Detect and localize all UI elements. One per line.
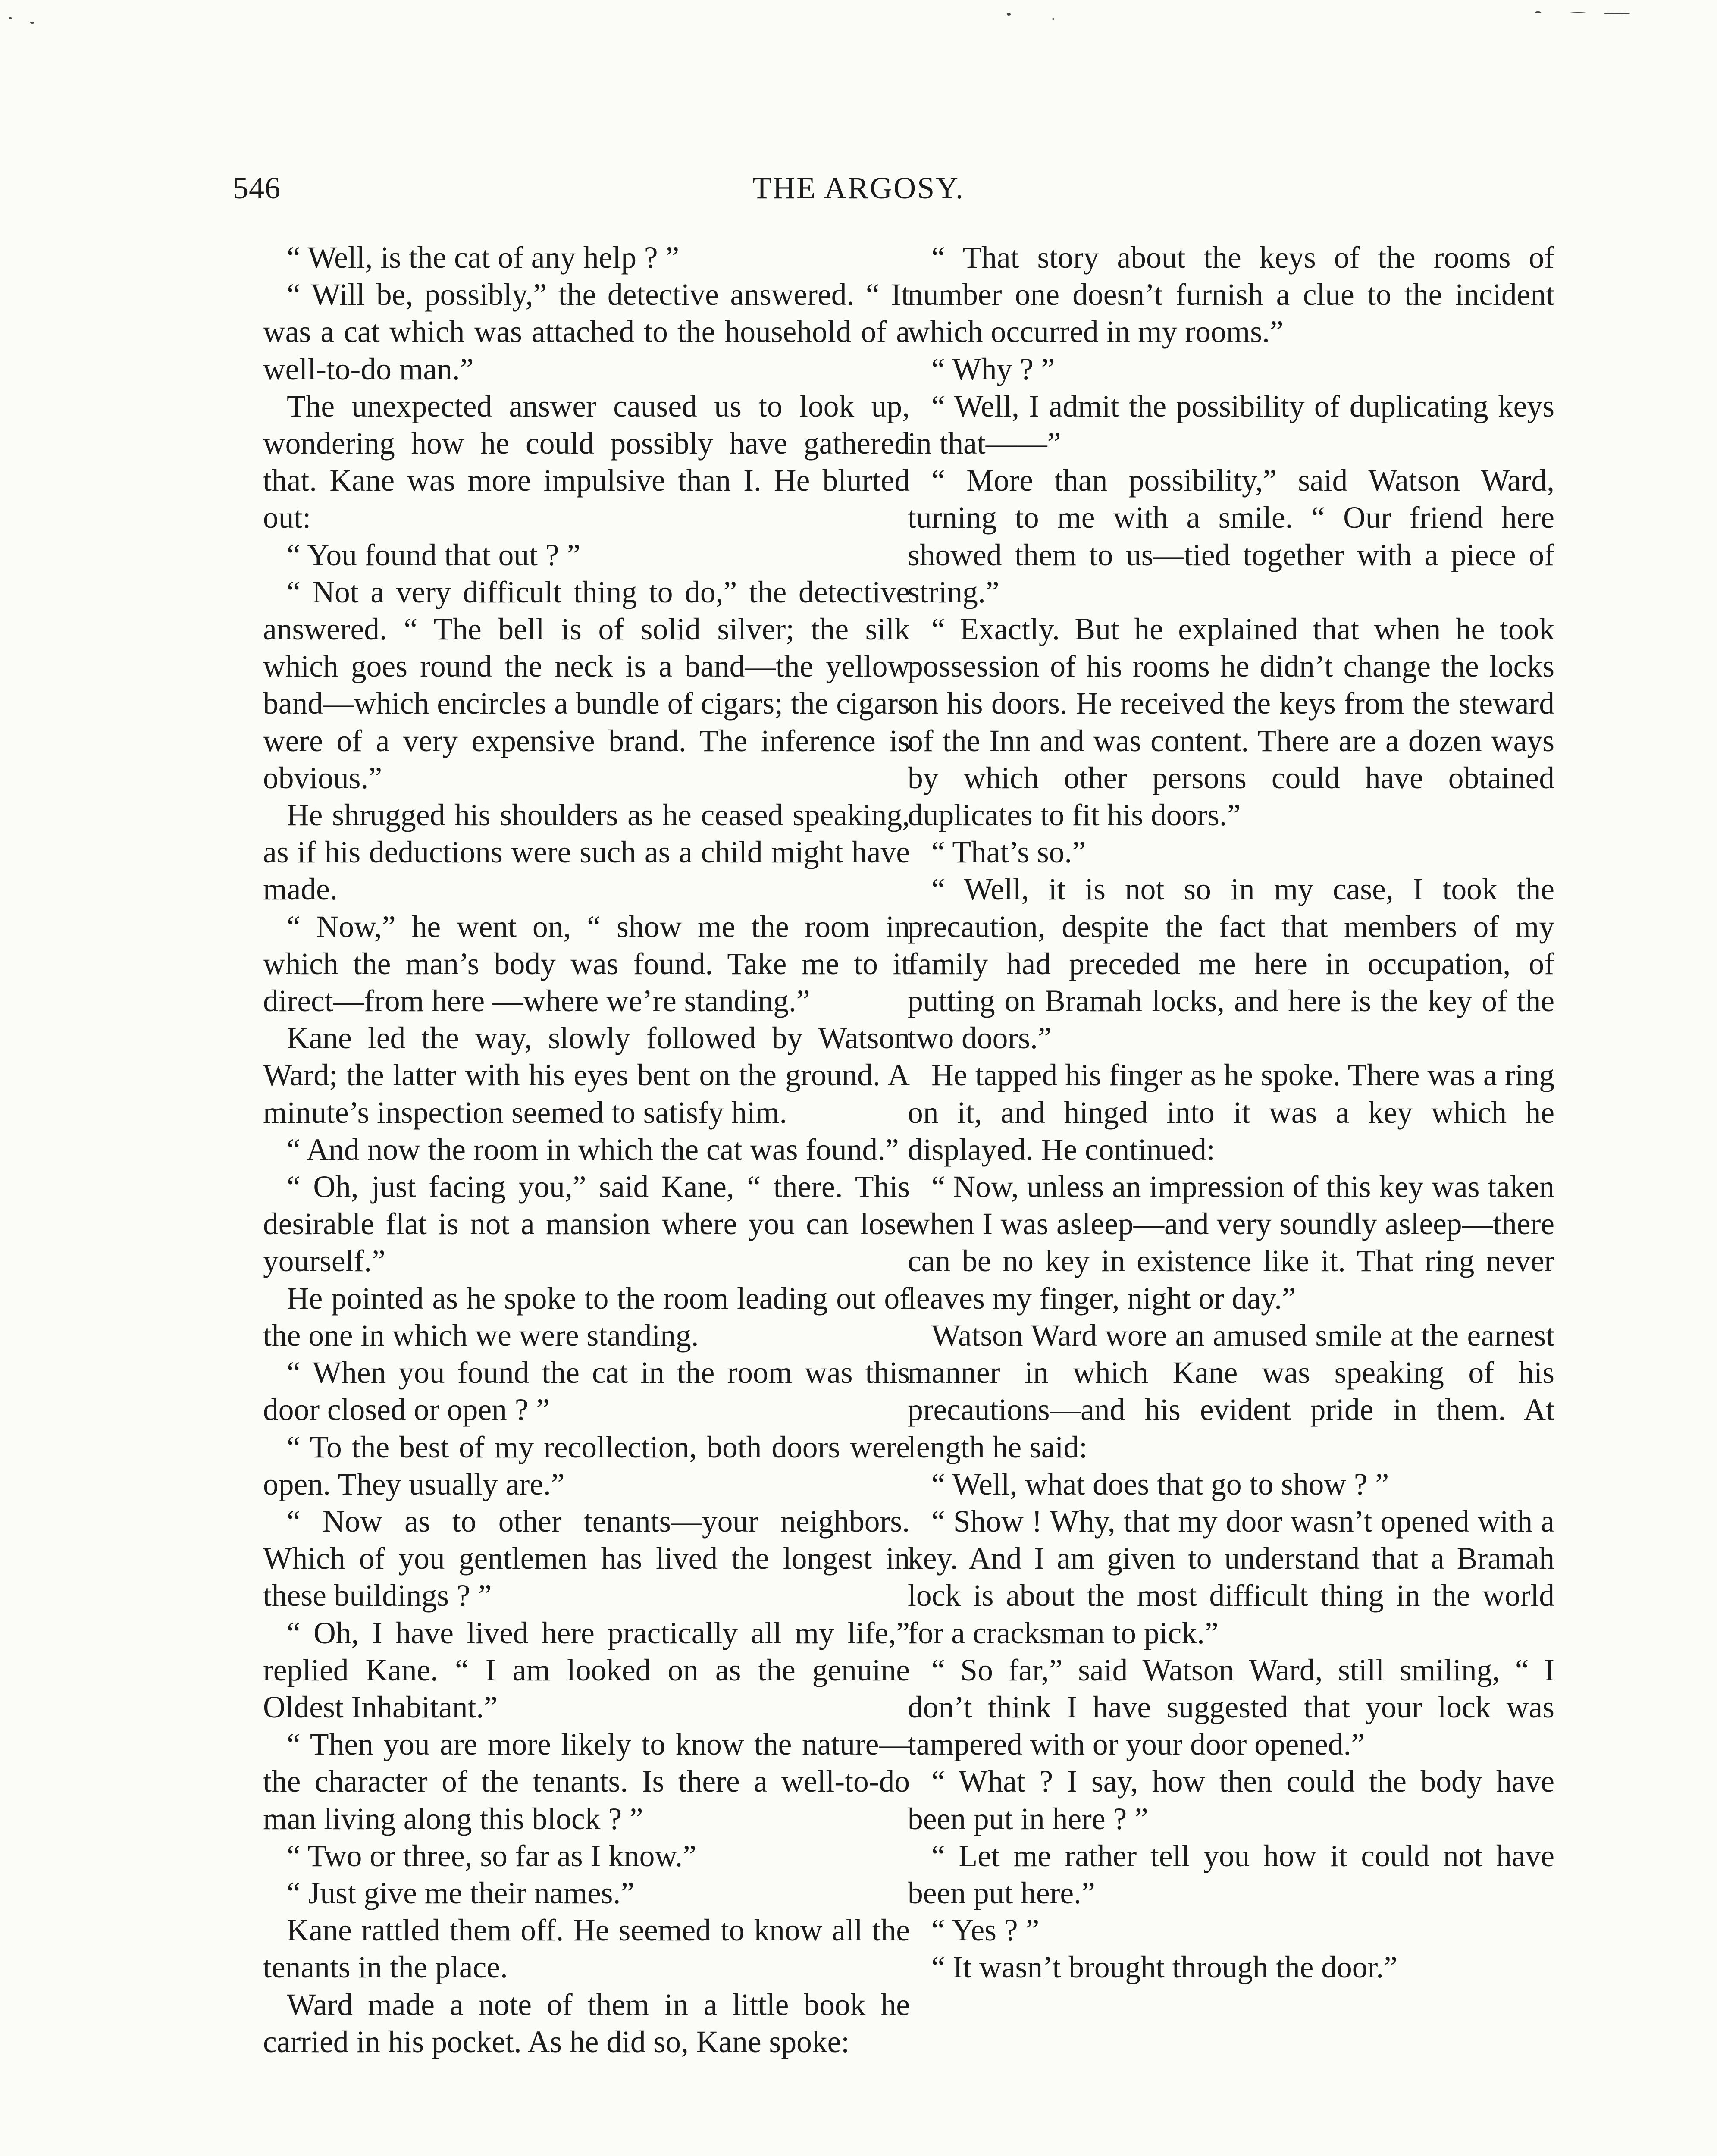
paragraph: Watson Ward wore an amused smile at the earnest manner in which Kane was speaking of his precautions—and his evident pride in them. At length he said: <box>908 1318 1554 1464</box>
paragraph: “ More than possibility,” said Watson Ward, turning to me with a smile. “ Our friend here showed them to us—tied together with a piece of string.” <box>908 464 1554 609</box>
paragraph: “ Well, it is not so in my case, I took the precaution, despite the fact that members of my family had preceded me here in occupation, of putting on Bramah locks, and here is the key of the two doors.” <box>908 872 1554 1056</box>
paragraph: “ It wasn’t brought through the door.” <box>931 1950 1397 1985</box>
left-column <box>263 239 910 2061</box>
paragraph: The unexpected answer caused us to look up, wondering how he could possibly have gathered that. Kane was more impulsive than I. He blurted out: <box>263 389 910 535</box>
paragraph: Ward made a note of them in a little book he carried in his pocket. As he did so, Kane spoke: <box>263 1987 910 2059</box>
paragraph: “ That’s so.” <box>931 835 1086 870</box>
paragraph: “ Oh, I have lived here practically all my life,” replied Kane. “ I am looked on as the genuine Oldest Inhabitant.” <box>263 1616 910 1724</box>
paragraph: “ Exactly. But he explained that when he took possession of his rooms he didn’t change the locks on his doors. He received the keys from the steward of the Inn and was content. There are a dozen ways by which other persons could have obtained duplicates to fit his doors.” <box>908 612 1554 833</box>
page-number: 546 <box>233 171 281 205</box>
paragraph: “ So far,” said Watson Ward, still smiling, “ I don’t think I have suggested that your lock was tampered with or your door opened.” <box>908 1653 1554 1762</box>
paragraph: Kane led the way, slowly followed by Watson Ward; the latter with his eyes bent on the ground. A minute’s inspection seemed to satisfy him. <box>263 1021 910 1130</box>
paragraph: “ What ? I say, how then could the body have been put in here ? ” <box>908 1764 1554 1836</box>
paragraph: “ Then you are more likely to know the nature—the character of the tenants. Is there a well-to-do man living along this block ? ” <box>263 1727 910 1836</box>
running-title: THE ARGOSY. <box>752 171 965 205</box>
paragraph: “ Show ! Why, that my door wasn’t opened with a key. And I am given to understand that a Bramah lock is about the most difficult thing in the world for a cracksman to pick.” <box>908 1504 1554 1650</box>
scan-specks <box>0 0 1717 26</box>
paragraph: Kane rattled them off. He seemed to know all the tenants in the place. <box>263 1913 910 1985</box>
page-header <box>0 170 1717 218</box>
paragraph: “ Oh, just facing you,” said Kane, “ there. This desirable flat is not a mansion where you can lose yourself.” <box>263 1170 910 1279</box>
paragraph: “ Well, what does that go to show ? ” <box>931 1467 1389 1501</box>
paragraph: “ Well, I admit the possibility of duplicating keys in that——” <box>908 389 1554 461</box>
paragraph: “ Why ? ” <box>931 352 1055 386</box>
paragraph: “ Let me rather tell you how it could not have been put here.” <box>908 1839 1554 1910</box>
paragraph: “ Just give me their names.” <box>287 1876 635 1910</box>
paragraph: “ Yes ? ” <box>931 1913 1040 1948</box>
paragraph: “ Will be, possibly,” the detective answered. “ It was a cat which was attached to the household of a well-to-do man.” <box>263 278 910 386</box>
paragraph: “ Now,” he went on, “ show me the room in which the man’s body was found. Take me to it direct—from here —where we’re standing.” <box>263 909 910 1018</box>
paragraph: “ When you found the cat in the room was this door closed or open ? ” <box>263 1356 910 1427</box>
paragraph: “ You found that out ? ” <box>287 538 581 572</box>
paragraph: “ Well, is the cat of any help ? ” <box>287 241 680 275</box>
paragraph: “ Not a very difficult thing to do,” the detective answered. “ The bell is of solid silver; the silk which goes round the neck is a band—the yellow band—which encircles a bundle of cigars; the cigars were of a very expensive brand. The inference is obvious.” <box>263 575 910 795</box>
paragraph: “ To the best of my recollection, both doors were open. They usually are.” <box>263 1430 910 1501</box>
paragraph: “ Two or three, so far as I know.” <box>287 1839 696 1873</box>
paragraph: He pointed as he spoke to the room leading out of the one in which we were standing. <box>263 1281 910 1353</box>
paragraph: “ And now the room in which the cat was found.” <box>287 1132 899 1167</box>
paragraph: He tapped his finger as he spoke. There was a ring on it, and hinged into it was a key which he displayed. He continued: <box>908 1058 1554 1167</box>
paragraph: “ Now, unless an impression of this key was taken when I was asleep—and very soundly asleep—there can be no key in existence like it. That ring never leaves my finger, night or day.” <box>908 1170 1554 1316</box>
paragraph: He shrugged his shoulders as he ceased speaking, as if his deductions were such as a child might have made. <box>263 798 910 907</box>
paragraph: “ Now as to other tenants—your neighbors. Which of you gentlemen has lived the longest in these buildings ? ” <box>263 1504 910 1613</box>
paragraph: “ That story about the keys of the rooms of number one doesn’t furnish a clue to the incident which occurred in my rooms.” <box>908 241 1554 349</box>
right-column <box>908 239 1554 1987</box>
